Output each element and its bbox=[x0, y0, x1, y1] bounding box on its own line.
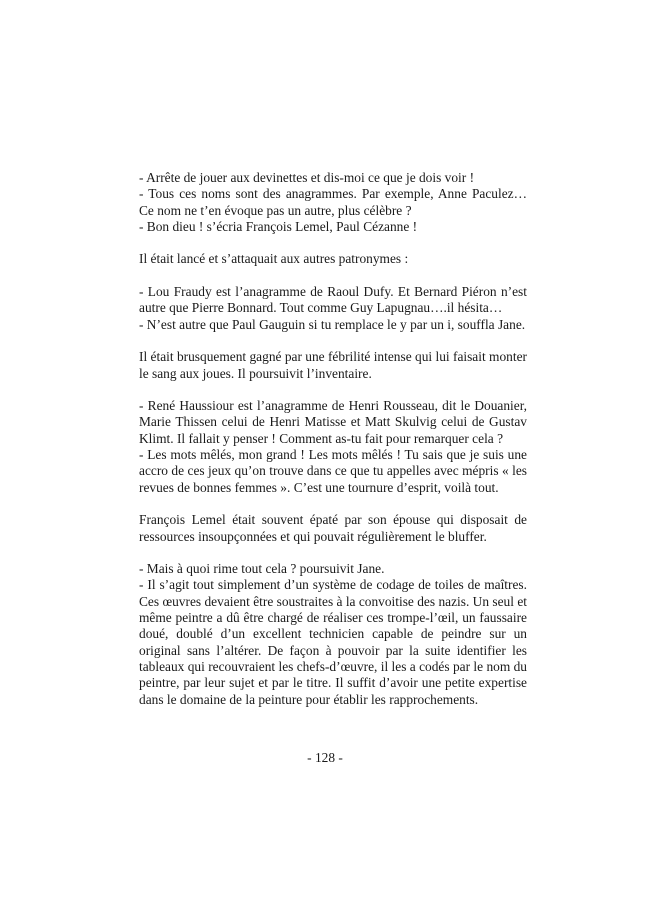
paragraph-gap bbox=[139, 235, 527, 251]
paragraph-gap bbox=[139, 496, 527, 512]
paragraph-dialogue-5: - N’est autre que Paul Gauguin si tu remplace le y par un i, souffla Jane. bbox=[139, 316, 526, 332]
paragraph-dialogue-8: - Mais à quoi rime tout cela ? poursuivit Jane. bbox=[139, 561, 385, 577]
paragraph-dialogue-3: - Bon dieu ! s’écria François Lemel, Paul Cézanne ! bbox=[139, 218, 418, 234]
paragraph-dialogue-7: - Les mots mêlés, mon grand ! Les mots mêlés ! Tu sais que je suis une accro de ces jeux qu’on trouve dans ce que tu appelles avec mépris « les revues de bonnes femmes ». C’est une tournure d’esprit, voilà tout. bbox=[139, 447, 527, 495]
page-number: - 128 - bbox=[307, 750, 343, 765]
paragraph-gap bbox=[139, 268, 527, 284]
paragraph-narration-2: Il était brusquement gagné par une fébrilité intense qui lui faisait monter le sang aux joues. Il poursuivit l’inventaire. bbox=[139, 349, 527, 381]
paragraph-narration-3: François Lemel était souvent épaté par son épouse qui disposait de ressources insoupçonnées et qui pouvait régulièrement le bluffer. bbox=[139, 512, 527, 544]
paragraph-narration-1: Il était lancé et s’attaquait aux autres patronymes : bbox=[139, 251, 409, 267]
paragraph-dialogue-1: - Arrête de jouer aux devinettes et dis-moi ce que je dois voir ! bbox=[139, 170, 475, 185]
paragraph-gap bbox=[139, 545, 527, 561]
paragraph-gap bbox=[139, 382, 527, 398]
paragraph-dialogue-6: - René Haussiour est l’anagramme de Henri Rousseau, dit le Douanier, Marie Thissen celui de Henri Matisse et Matt Skulvig celui de Gustav Klimt. Il fallait y penser ! Comment as-tu fait pour remarquer cela ? bbox=[139, 398, 527, 446]
paragraph-dialogue-9: - Il s’agit tout simplement d’un système de codage de toiles de maîtres. Ces œuvres devaient être soustraites à la convoitise des nazis. Un seul et même peintre a dû être chargé de réaliser ces trompe-l’œil, un faussaire doué, doublé d’un excellent technicien capable de peindre sur un original sans l’altérer. De façon à pouvoir par la suite identifier les tableaux qui recouvraient les chefs-d’œuvre, il les a codés par le nom du peintre, par leur sujet et par le titre. Il suffit d’avoir une petite expertise dans le domaine de la peinture pour établir les rapprochements. bbox=[139, 577, 527, 707]
paragraph-dialogue-2: - Tous ces noms sont des anagrammes. Par exemple, Anne Paculez… Ce nom ne t’en évoque pas un autre, plus célèbre ? bbox=[139, 186, 527, 218]
page-body bbox=[139, 170, 527, 708]
paragraph-dialogue-4: - Lou Fraudy est l’anagramme de Raoul Dufy. Et Bernard Piéron n’est autre que Pierre Bonnard. Tout comme Guy Lapugnau….il hésita… bbox=[139, 284, 527, 316]
paragraph-gap bbox=[139, 333, 527, 349]
